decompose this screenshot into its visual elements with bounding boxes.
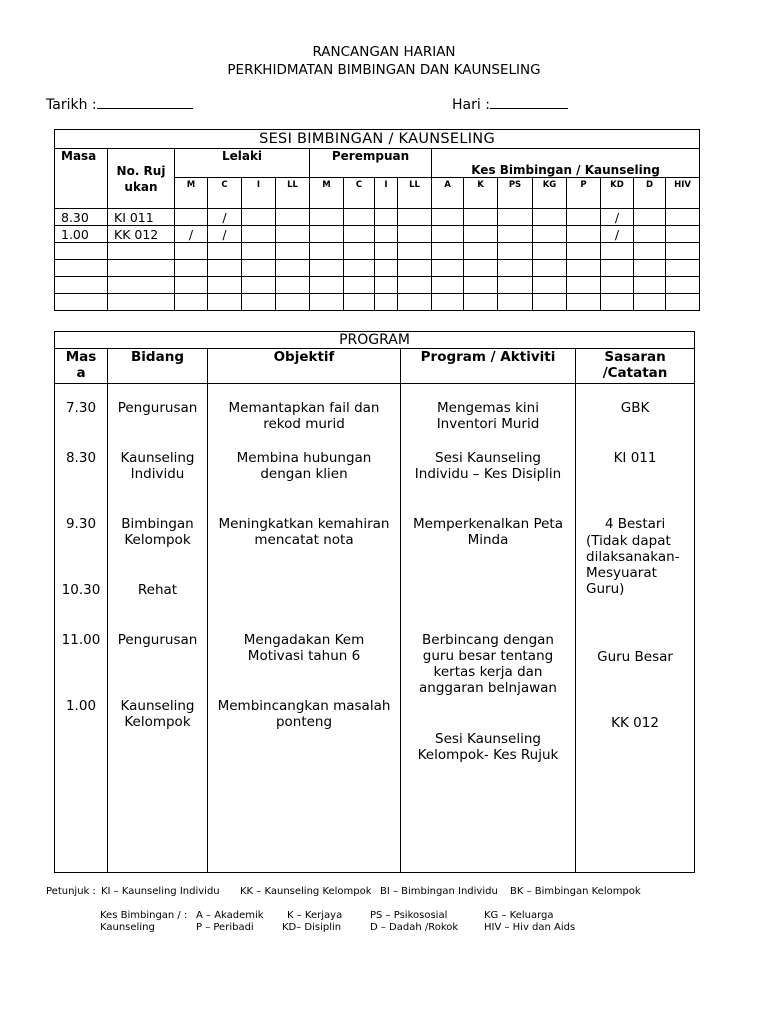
session-row-mark [567, 294, 601, 311]
session-row-mark [498, 260, 533, 277]
legend-case: KD– Disiplin [282, 922, 342, 933]
session-row-mark [398, 294, 432, 311]
session-row-mark [601, 277, 634, 294]
session-row-mark [634, 277, 666, 294]
program-entry-target: KK 012 [611, 715, 659, 731]
session-row-ref [108, 294, 175, 311]
session-row-time [55, 260, 108, 277]
session-row-mark [464, 243, 498, 260]
date-label: Tarikh : [46, 97, 97, 113]
session-row-mark [398, 260, 432, 277]
session-row-mark [242, 260, 276, 277]
session-row-mark [208, 294, 242, 311]
program-entry-activity: Sesi Kaunseling Kelompok- Kes Rujuk [417, 731, 559, 763]
session-row-mark [666, 226, 700, 243]
session-row-mark [276, 260, 310, 277]
session-row-mark [375, 294, 398, 311]
session-row-mark [498, 294, 533, 311]
session-row-mark [601, 243, 634, 260]
session-row-ref: KI 011 [108, 209, 175, 226]
session-row-mark [666, 209, 700, 226]
session-row-mark [432, 209, 464, 226]
session-row-time [55, 294, 108, 311]
session-row-mark [175, 294, 208, 311]
session-row-mark [666, 277, 700, 294]
session-row-mark [276, 226, 310, 243]
session-row-mark [310, 243, 344, 260]
session-col-ref-label: No. Rujukan [116, 164, 166, 194]
session-row-mark [208, 260, 242, 277]
program-entry-area: Kaunseling Kelompok [120, 698, 195, 730]
session-row-ref [108, 243, 175, 260]
document-subtitle: PERKHIDMATAN BIMBINGAN DAN KAUNSELING [227, 62, 541, 78]
session-row-mark [533, 209, 567, 226]
session-code-header: P [567, 178, 601, 209]
table-row [55, 226, 700, 243]
session-col-cases: Kes Bimbingan / Kaunseling [432, 149, 700, 178]
program-entry-objective: Memantapkan fail dan rekod murid [228, 400, 380, 432]
session-row-mark: / [208, 209, 242, 226]
session-row-mark [567, 243, 601, 260]
date-field [46, 95, 193, 113]
session-row-mark [464, 209, 498, 226]
session-row-mark [398, 243, 432, 260]
table-row [55, 260, 700, 277]
session-row-mark [498, 226, 533, 243]
session-code-header: K [464, 178, 498, 209]
document-title: RANCANGAN HARIAN [312, 44, 456, 60]
session-code-header: KD [601, 178, 634, 209]
session-row-mark [175, 260, 208, 277]
program-entry-area: Rehat [137, 582, 178, 598]
session-row-ref [108, 277, 175, 294]
day-field [452, 95, 568, 113]
program-col-objective: Objektif [208, 349, 401, 384]
legend-case: P – Peribadi [196, 922, 254, 933]
program-entry-objective: Mengadakan Kem Motivasi tahun 6 [243, 632, 365, 664]
session-code-header: PS [498, 178, 533, 209]
session-row-mark [344, 226, 375, 243]
session-row-mark [464, 277, 498, 294]
session-col-ref [108, 149, 175, 209]
session-row-mark [666, 243, 700, 260]
session-row-mark [208, 243, 242, 260]
session-row-time [55, 243, 108, 260]
session-row-mark [398, 277, 432, 294]
session-row-mark [310, 226, 344, 243]
session-row-mark [533, 226, 567, 243]
legend-case: HIV – Hiv dan Aids [484, 922, 576, 933]
session-row-mark [242, 277, 276, 294]
session-row-mark [634, 260, 666, 277]
session-row-time: 1.00 [55, 226, 108, 243]
session-row-mark [567, 277, 601, 294]
session-row-mark [375, 209, 398, 226]
session-row-mark [242, 226, 276, 243]
session-row-mark [533, 277, 567, 294]
session-code-header: C [344, 178, 375, 209]
session-row-mark [242, 209, 276, 226]
program-col-target: Sasaran /Catatan [576, 349, 695, 384]
session-row-mark [344, 260, 375, 277]
session-row-mark [666, 260, 700, 277]
program-entry-area: Pengurusan [117, 632, 198, 648]
session-row-mark [276, 209, 310, 226]
session-row-mark [666, 294, 700, 311]
session-row-mark [375, 260, 398, 277]
session-row-mark [432, 277, 464, 294]
session-row-mark [567, 260, 601, 277]
table-row [55, 277, 700, 294]
session-row-mark [464, 294, 498, 311]
program-entry-target: GBK [620, 400, 650, 416]
session-row-mark [175, 277, 208, 294]
session-table [54, 129, 700, 311]
legend-case: D – Dadah /Rokok [370, 922, 459, 933]
session-row-mark: / [601, 209, 634, 226]
session-row-mark [432, 260, 464, 277]
session-row-mark [208, 277, 242, 294]
legend-case: KG – Keluarga [484, 910, 554, 921]
program-entry-time: 11.00 [61, 632, 101, 648]
session-row-mark [567, 226, 601, 243]
session-row-mark [398, 209, 432, 226]
program-entry-time: 1.00 [65, 698, 97, 714]
session-row-mark [533, 294, 567, 311]
program-entry-activity: Mengemas kini Inventori Murid [436, 400, 540, 432]
session-row-mark [634, 226, 666, 243]
session-row-mark [432, 294, 464, 311]
legend-cases-label: Kes Bimbingan / : [100, 910, 188, 921]
program-entry-objective: Membincangkan masalah ponteng [217, 698, 391, 730]
program-area-column [108, 384, 208, 873]
session-row-mark [464, 226, 498, 243]
program-table [54, 331, 695, 873]
legend-item: BK – Bimbingan Kelompok [510, 886, 641, 897]
legend-case: A – Akademik [196, 910, 264, 921]
session-code-header: LL [276, 178, 310, 209]
session-col-female: Perempuan [310, 149, 432, 178]
program-entry-time: 8.30 [65, 450, 97, 466]
session-row-mark: / [175, 226, 208, 243]
legend-cases-label-2: Kaunseling [100, 922, 155, 933]
session-row-mark [634, 209, 666, 226]
legend-item: KI – Kaunseling Individu [101, 886, 220, 897]
program-table-title: PROGRAM [55, 332, 695, 349]
session-row-mark: / [208, 226, 242, 243]
legend-label: Petunjuk : [46, 886, 96, 897]
session-row-mark [175, 209, 208, 226]
session-row-mark [375, 277, 398, 294]
program-entry-target-note: (Tidak dapat dilaksanakan- Mesyuarat Guru) [586, 533, 680, 597]
program-entry-activity: Sesi Kaunseling Individu – Kes Disiplin [414, 450, 562, 482]
session-row-mark [276, 294, 310, 311]
program-col-activity: Program / Aktiviti [401, 349, 576, 384]
program-entry-activity: Memperkenalkan Peta Minda [413, 516, 563, 548]
legend-item: KK – Kaunseling Kelompok [240, 886, 372, 897]
session-row-mark [498, 277, 533, 294]
table-row [55, 243, 700, 260]
session-row-mark [634, 294, 666, 311]
program-entry-objective: Membina hubungan dengan klien [236, 450, 372, 482]
program-entry-time: 7.30 [65, 400, 97, 416]
session-row-mark [464, 260, 498, 277]
session-row-mark [498, 209, 533, 226]
session-table-title: SESI BIMBINGAN / KAUNSELING [55, 130, 700, 149]
program-entry-objective: Meningkatkan kemahiran mencatat nota [218, 516, 390, 548]
session-row-mark [398, 226, 432, 243]
session-row-mark [533, 243, 567, 260]
program-time-column [55, 384, 108, 873]
session-code-header: KG [533, 178, 567, 209]
program-target-column [576, 384, 695, 873]
session-col-time: Masa [55, 149, 108, 209]
day-label: Hari : [452, 97, 490, 113]
program-entry-activity: Berbincang dengan guru besar tentang kertas kerja dan anggaran belnjawan [419, 632, 557, 696]
session-row-mark [375, 243, 398, 260]
session-row-time: 8.30 [55, 209, 108, 226]
session-row-mark [634, 243, 666, 260]
session-row-mark [344, 277, 375, 294]
session-row-mark [276, 277, 310, 294]
session-code-header: A [432, 178, 464, 209]
session-row-mark [242, 294, 276, 311]
session-row-time [55, 277, 108, 294]
program-col-time [55, 349, 108, 384]
session-row-mark [310, 209, 344, 226]
program-entry-area: Pengurusan [117, 400, 198, 416]
program-entry-area: Bimbingan Kelompok [121, 516, 194, 548]
session-row-mark [375, 226, 398, 243]
session-code-header: HIV [666, 178, 700, 209]
session-row-mark [567, 209, 601, 226]
session-code-header: D [634, 178, 666, 209]
program-entry-time: 10.30 [61, 582, 101, 598]
program-col-time-label: Masa [65, 349, 97, 381]
session-row-mark [432, 226, 464, 243]
session-row-mark [310, 277, 344, 294]
program-col-area: Bidang [108, 349, 208, 384]
table-row [55, 209, 700, 226]
session-row-ref: KK 012 [108, 226, 175, 243]
session-row-mark [276, 243, 310, 260]
session-row-mark [498, 243, 533, 260]
session-code-header: M [310, 178, 344, 209]
day-blank [490, 95, 568, 109]
session-row-mark [344, 294, 375, 311]
program-entry-time: 9.30 [65, 516, 97, 532]
session-row-mark [175, 243, 208, 260]
legend-case: PS – Psikososial [370, 910, 448, 921]
session-code-header: C [208, 178, 242, 209]
session-col-male: Lelaki [175, 149, 310, 178]
date-blank [97, 95, 193, 109]
session-code-header: LL [398, 178, 432, 209]
legend-case: K – Kerjaya [287, 910, 343, 921]
program-entry-target: KI 011 [613, 450, 657, 466]
program-entry-area: Kaunseling Individu [120, 450, 195, 482]
program-entry-target: 4 Bestari [604, 516, 666, 532]
legend-item: BI – Bimbingan Individu [380, 886, 498, 897]
session-row-mark [344, 209, 375, 226]
session-row-mark: / [601, 226, 634, 243]
program-entry-target: Guru Besar [597, 649, 673, 665]
session-code-header: I [375, 178, 398, 209]
session-row-mark [601, 294, 634, 311]
session-row-mark [601, 260, 634, 277]
program-objective-column [208, 384, 401, 873]
session-code-header: I [242, 178, 276, 209]
session-row-mark [310, 294, 344, 311]
session-row-mark [344, 243, 375, 260]
session-row-mark [310, 260, 344, 277]
session-row-ref [108, 260, 175, 277]
table-row [55, 294, 700, 311]
session-row-mark [242, 243, 276, 260]
session-code-header: M [175, 178, 208, 209]
session-rows [55, 209, 700, 311]
program-activity-column [401, 384, 576, 873]
session-row-mark [432, 243, 464, 260]
session-row-mark [533, 260, 567, 277]
